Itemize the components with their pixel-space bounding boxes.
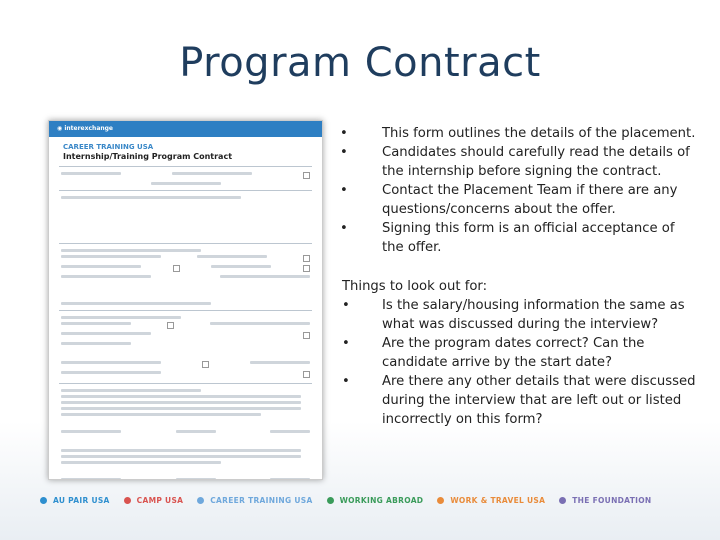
form-row	[61, 172, 310, 179]
form-row	[61, 407, 310, 410]
dot-icon	[327, 497, 334, 504]
divider	[59, 383, 312, 384]
bullet-item: • Are the program dates correct? Can the candidate arrive by the start date?	[342, 336, 645, 370]
bullet-item: • Contact the Placement Team if there are any questions/concerns about the offer.	[340, 183, 678, 217]
footer-programs	[40, 496, 665, 505]
bullet-item: • Candidates should carefully read the details of the internship before signing the contract.	[340, 145, 690, 179]
bullet-icon: •	[340, 183, 348, 198]
form-row	[61, 302, 310, 305]
form-row	[61, 249, 310, 252]
footer-item: THE FOUNDATION	[559, 496, 651, 505]
form-program-name: CAREER TRAINING USA	[63, 143, 154, 151]
bullet-list	[340, 124, 700, 257]
dot-icon	[559, 497, 566, 504]
footer-item: AU PAIR USA	[40, 496, 110, 505]
footer-item: WORK & TRAVEL USA	[437, 496, 545, 505]
bullet-icon: •	[342, 336, 350, 351]
form-row	[61, 196, 310, 199]
form-row	[61, 182, 310, 185]
brand-name: interexchange	[64, 125, 114, 132]
bullet-item: • Are there any other details that were discussed during the interview that are left out or listed incorrectly on this form?	[342, 374, 696, 427]
bullet-item: • This form outlines the details of the placement.	[340, 126, 696, 141]
form-row	[61, 461, 310, 464]
signature-row	[61, 478, 310, 480]
dot-icon	[124, 497, 131, 504]
bullet-item: • Signing this form is an official acceptance of the offer.	[340, 221, 675, 255]
signature-row	[61, 430, 310, 433]
bullet-icon: •	[342, 298, 350, 313]
form-row	[61, 255, 310, 262]
form-row	[61, 395, 310, 398]
bullet-icon: •	[340, 221, 348, 236]
form-row	[61, 322, 310, 329]
divider	[59, 166, 312, 167]
bullet-icon: •	[340, 126, 348, 141]
things-to-look-out-for	[342, 277, 702, 429]
bullet-item: • Is the salary/housing information the same as what was discussed during the interview?	[342, 298, 685, 332]
form-row	[61, 455, 310, 458]
contract-form-image	[48, 120, 323, 480]
footer-item: WORKING ABROAD	[327, 496, 424, 505]
things-heading: Things to look out for:	[342, 279, 488, 294]
form-row	[61, 413, 310, 416]
divider	[59, 243, 312, 244]
slide-title: Program Contract	[179, 40, 541, 86]
bullet-icon: •	[342, 374, 350, 389]
footer-item: CAMP USA	[124, 496, 184, 505]
dot-icon	[40, 497, 47, 504]
form-row	[61, 371, 310, 378]
form-header	[49, 121, 322, 137]
form-title: Internship/Training Program Contract	[63, 152, 233, 161]
divider	[59, 190, 312, 191]
form-row	[61, 401, 310, 404]
footer-item: CAREER TRAINING USA	[197, 496, 312, 505]
form-row	[61, 265, 310, 272]
brand-logo-icon: ◉	[57, 125, 65, 132]
form-row	[61, 449, 310, 452]
form-row	[61, 389, 310, 392]
form-row	[61, 332, 310, 339]
form-row	[61, 342, 310, 345]
bullet-icon: •	[340, 145, 348, 160]
form-row	[61, 361, 310, 368]
form-row	[61, 316, 310, 319]
divider	[59, 310, 312, 311]
dot-icon	[437, 497, 444, 504]
dot-icon	[197, 497, 204, 504]
form-row	[61, 275, 310, 278]
